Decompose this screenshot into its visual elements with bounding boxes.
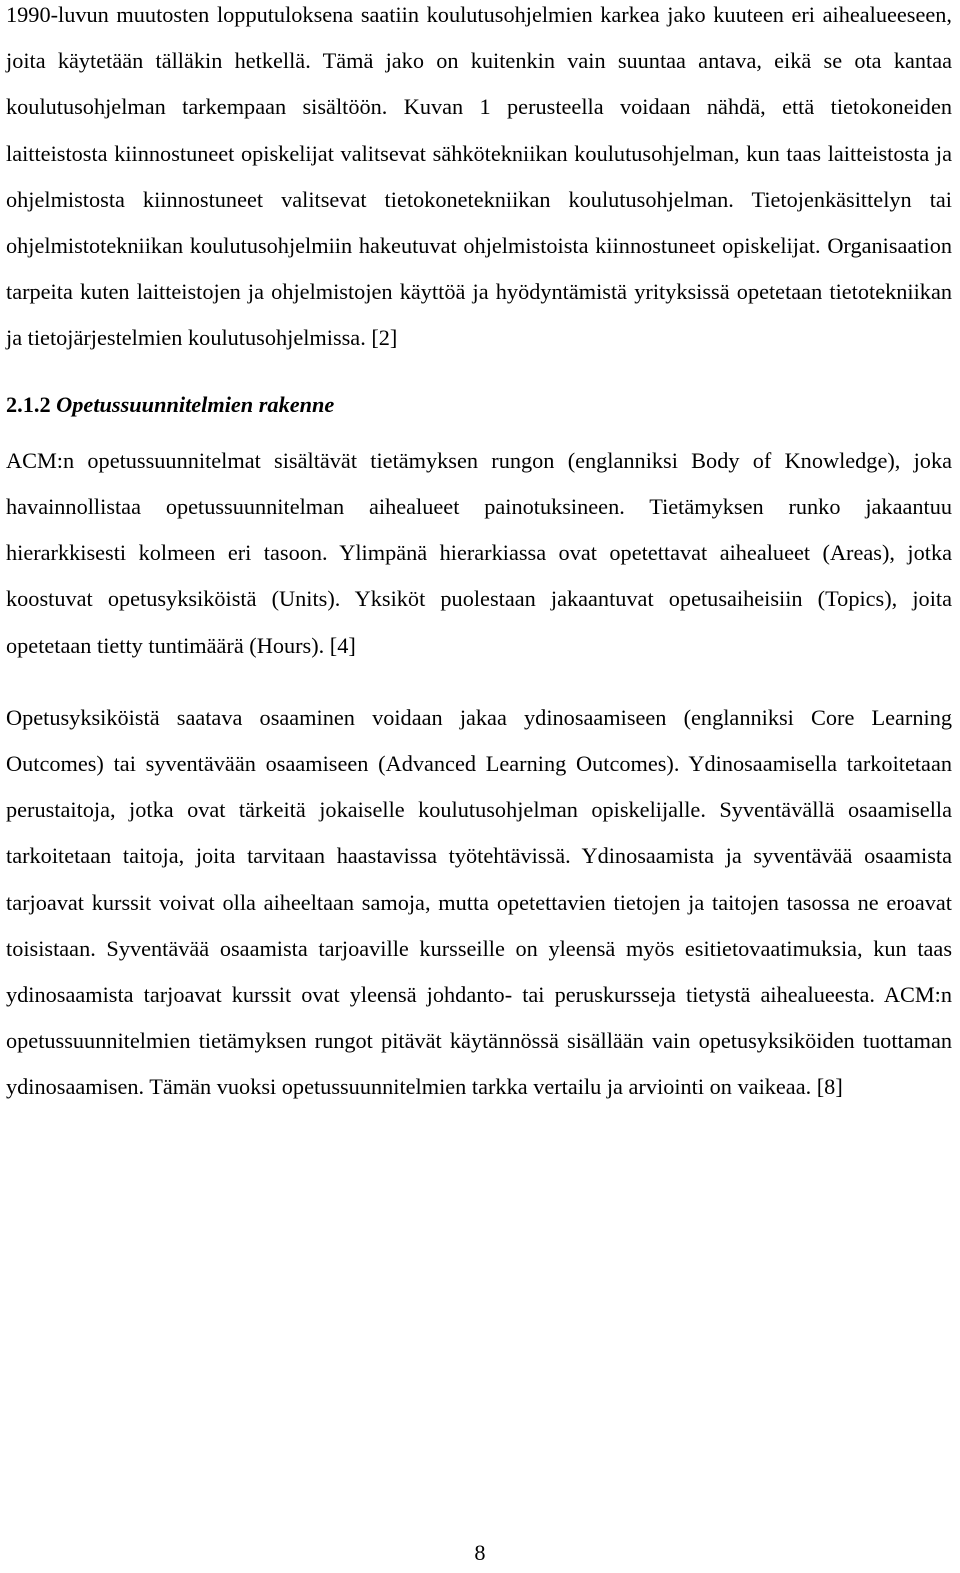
section-heading [6, 382, 952, 428]
document-page [6, 0, 952, 1111]
section-title: Opetussuunnitelmien rakenne [56, 391, 335, 417]
paragraph-intro: 1990-luvun muutosten lopputuloksena saatiin koulutusohjelmien karkea jako kuuteen eri aihealueeseen, joita käytetään tälläkin hetkellä. Tämä jako on kuitenkin vain suuntaa antava, eikä se ota kantaa koulutusohjelman tarkempaan sisältöön. Kuvan 1 perusteella voidaan nähdä, että tietokoneiden laitteistosta kiinnostuneet opiskelijat valitsevat sähkötekniikan koulutusohjelman, kun taas laitteistosta ja ohjelmistosta kiinnostuneet valitsevat tietokonetekniikan koulutusohjelman. Tietojenkäsittelyn tai ohjelmistotekniikan koulutusohjelmiin hakeutuvat ohjelmistoista kiinnostuneet opiskelijat. Organisaation tarpeita kuten laitteistojen ja ohjelmistojen käyttöä ja hyödyntämistä yrityksissä opetetaan tietotekniikan ja tietojärjestelmien koulutusohjelmissa. [2] [6, 2, 952, 351]
paragraph-outcomes: Opetusyksiköistä saatava osaaminen voidaan jakaa ydinosaamiseen (englanniksi Core Learning Outcomes) tai syventävään osaamiseen (Advanced Learning Outcomes). Ydinosaamisella tarkoitetaan perustaitoja, jotka ovat tärkeitä jokaiselle koulutusohjelman opiskelijalle. Syventävällä osaamisella tarkoitetaan taitoja, joita tarvitaan haastavissa työtehtävissä. Ydinosaamista ja syventävää osaamista tarjoavat kurssit voivat olla aiheeltaan samoja, mutta opetettavien tietojen ja taitojen tasossa ne eroavat toisistaan. Syventävää osaamista tarjoaville kursseille on yleensä myös esitietovaatimuksia, kun taas ydinosaamista tarjoavat kurssit ovat yleensä johdanto- tai peruskursseja tietystä aihealueesta. ACM:n opetussuunnitelmien tietämyksen rungot pitävät käytännössä sisällään vain opetusyksiköiden tuottaman ydinosaamisen. Tämän vuoksi opetussuunnitelmien tarkka vertailu ja arviointi on vaikeaa. [8] [6, 704, 952, 1100]
section-number: 2.1.2 [6, 391, 51, 417]
page-number: 8 [474, 1540, 486, 1565]
paragraph-structure: ACM:n opetussuunnitelmat sisältävät tietämyksen rungon (englanniksi Body of Knowledge), joka havainnollistaa opetussuunnitelman aihealueet painotuksineen. Tietämyksen runko jakaantuu hierarkkisesti kolmeen eri tasoon. Ylimpänä hierarkiassa ovat opetettavat aihealueet (Areas), jotka koostuvat opetusyksiköistä (Units). Yksiköt puolestaan jakaantuvat opetusaiheisiin (Topics), joita opetetaan tietty tuntimäärä (Hours). [4] [6, 447, 952, 658]
